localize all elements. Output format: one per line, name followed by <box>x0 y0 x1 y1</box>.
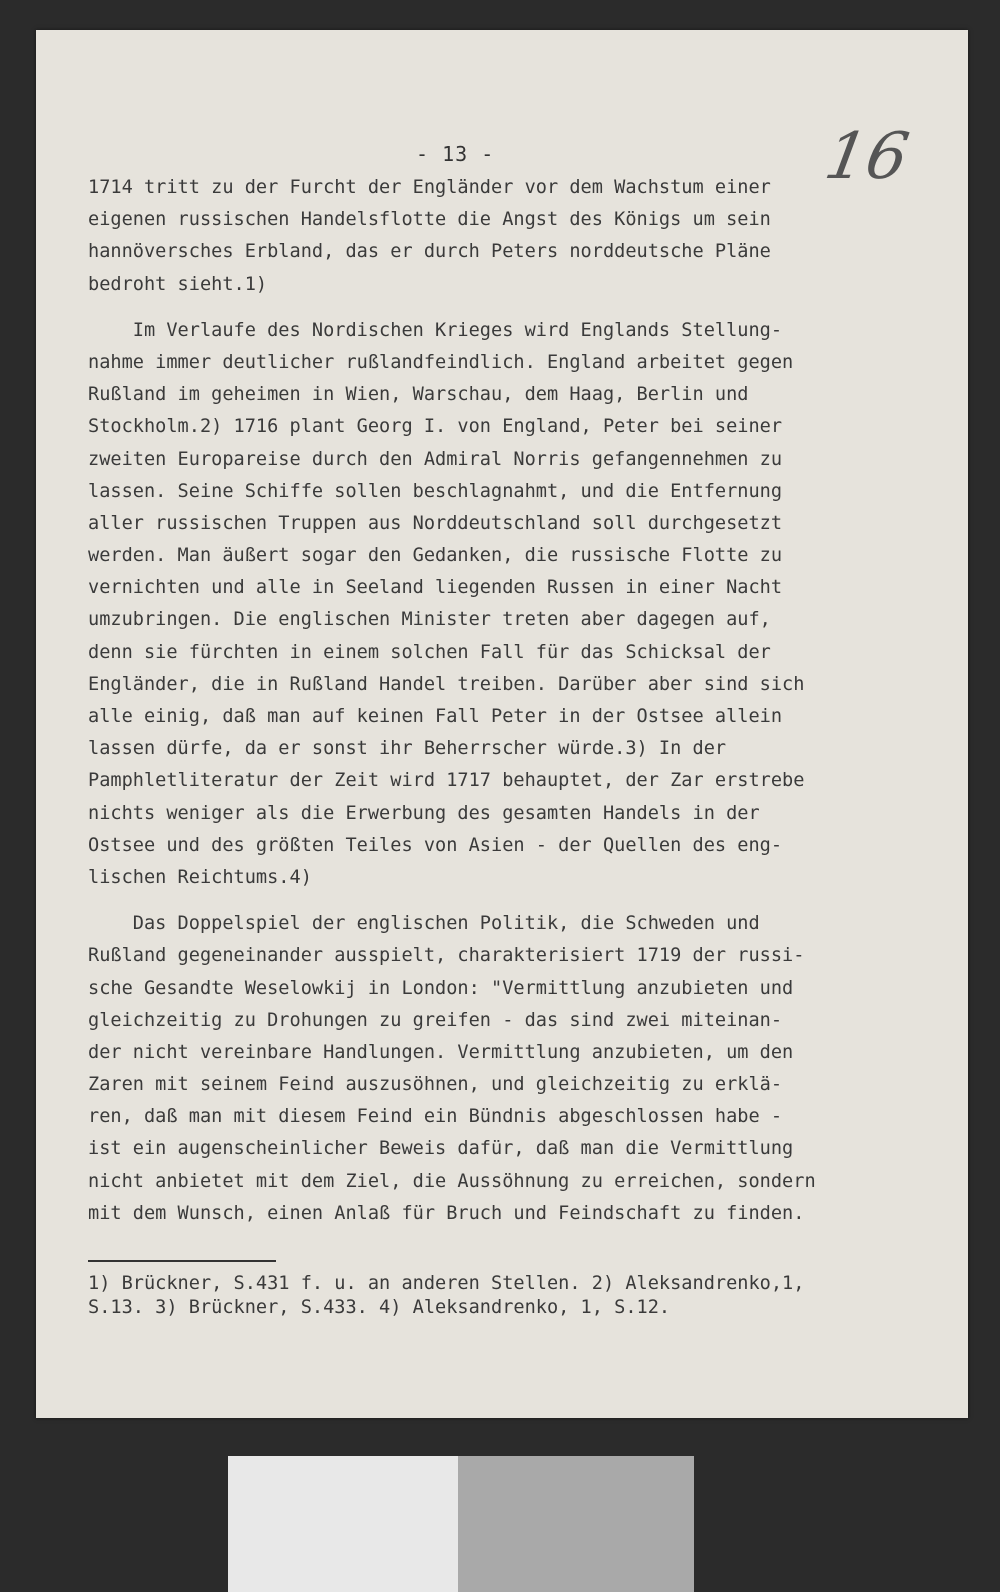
text-line: nahme immer deutlicher rußlandfeindlich. England arbeitet gegen <box>88 351 794 373</box>
paragraph-gap <box>88 301 918 315</box>
text-line: bedroht sieht.1) <box>88 273 268 295</box>
text-line: werden. Man äußert sogar den Gedanken, die russische Flotte zu <box>88 545 783 567</box>
text-line: Engländer, die in Rußland Handel treiben. Darüber aber sind sich <box>88 673 805 695</box>
text-line: umzubringen. Die englischen Minister treten aber dagegen auf, <box>88 609 771 631</box>
text-line: der nicht vereinbare Handlungen. Vermittlung anzubieten, um den <box>88 1041 794 1063</box>
footnote-line: S.13. 3) Brückner, S.433. 4) Aleksandrenko, 1, S.12. <box>88 1297 671 1318</box>
text-line: Stockholm.2) 1716 plant Georg I. von England, Peter bei seiner <box>88 416 783 438</box>
text-line: sche Gesandte Weselowkij in London: "Vermittlung anzubieten und <box>88 977 794 999</box>
text-line: Pamphletliteratur der Zeit wird 1717 behauptet, der Zar erstrebe <box>88 770 805 792</box>
text-line: lischen Reichtums.4) <box>88 866 312 888</box>
text-line: nicht anbietet mit dem Ziel, die Aussöhnung zu erreichen, sondern <box>88 1170 816 1192</box>
text-line: denn sie fürchten in einem solchen Fall für das Schicksal der <box>88 641 771 663</box>
text-line: mit dem Wunsch, einen Anlaß für Bruch und Feindschaft zu finden. <box>88 1202 805 1224</box>
text-line: Rußland gegeneinander ausspielt, charakterisiert 1719 der russi- <box>88 945 805 967</box>
text-line: Zaren mit seinem Feind auszusöhnen, und gleichzeitig zu erklä- <box>88 1074 783 1096</box>
text-line: nichts weniger als die Erwerbung des gesamten Handels in der <box>88 802 760 824</box>
paragraph-gap <box>88 894 918 908</box>
text-line: ist ein augenscheinlicher Beweis dafür, daß man die Vermittlung <box>88 1138 794 1160</box>
text-line: lassen dürfe, da er sonst ihr Beherrscher würde.3) In der <box>88 738 727 760</box>
text-line: vernichten und alle in Seeland liegenden Russen in einer Nacht <box>88 577 783 599</box>
text-line: Ostsee und des größten Teiles von Asien - der Quellen des eng- <box>88 834 783 856</box>
scan-color-strip-gray <box>458 1456 694 1592</box>
text-line: Im Verlaufe des Nordischen Krieges wird Englands Stellung- <box>88 319 783 341</box>
text-line: Das Doppelspiel der englischen Politik, die Schweden und <box>88 913 760 935</box>
text-line: 1714 tritt zu der Furcht der Engländer vor dem Wachstum einer <box>88 177 771 198</box>
body-text <box>88 172 918 1230</box>
text-line: eigenen russischen Handelsflotte die Angst des Königs um sein <box>88 209 771 231</box>
page-number: - 13 - <box>416 142 495 166</box>
text-line: alle einig, daß man auf keinen Fall Peter in der Ostsee allein <box>88 706 783 727</box>
footnote-rule <box>88 1260 276 1262</box>
text-line: zweiten Europareise durch den Admiral Norris gefangennehmen zu <box>88 448 783 470</box>
scan-color-strip-light <box>228 1456 458 1592</box>
footnotes <box>88 1272 918 1320</box>
text-line: gleichzeitig zu Drohungen zu greifen - das sind zwei miteinan- <box>88 1009 783 1031</box>
text-line: lassen. Seine Schiffe sollen beschlagnahmt, und die Entfernung <box>88 480 783 502</box>
handwritten-folio-number: 16 <box>819 120 914 194</box>
text-line: aller russischen Truppen aus Norddeutschland soll durchgesetzt <box>88 512 783 534</box>
text-line: Rußland im geheimen in Wien, Warschau, dem Haag, Berlin und <box>88 384 749 406</box>
text-line: hannöversches Erbland, das er durch Peters norddeutsche Pläne <box>88 241 771 263</box>
footnote-line: 1) Brückner, S.431 f. u. an anderen Stellen. 2) Aleksandrenko,1, <box>88 1273 805 1294</box>
text-line: ren, daß man mit diesem Feind ein Bündnis abgeschlossen habe - <box>88 1106 783 1128</box>
